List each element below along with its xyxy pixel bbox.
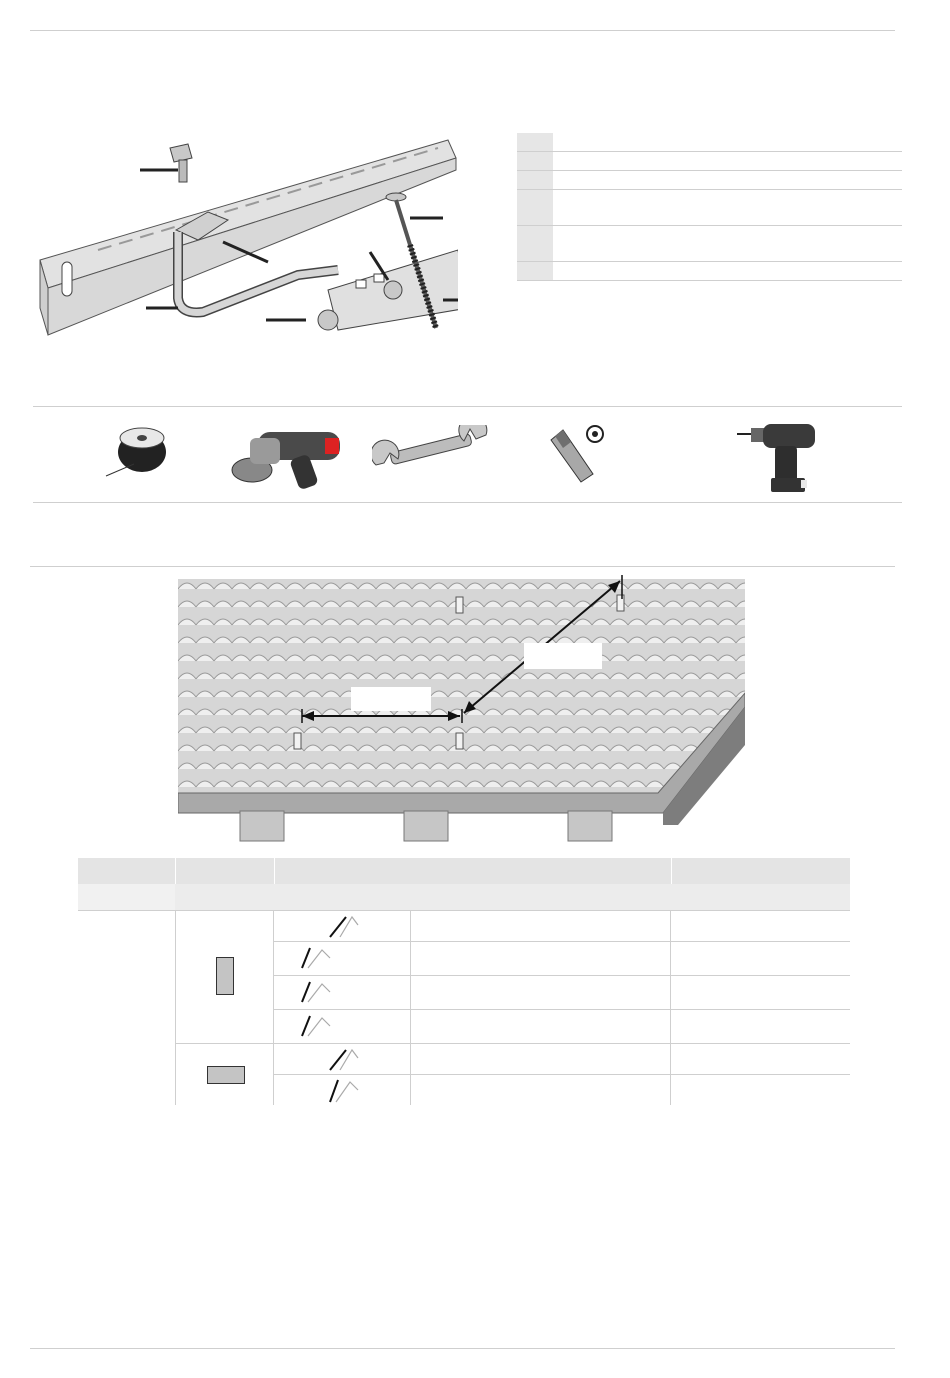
cord-reel-icon xyxy=(104,420,174,480)
header-cell xyxy=(176,858,275,884)
torx-bit-icon xyxy=(545,422,607,484)
roof-pitch-icon xyxy=(300,978,332,1004)
table-row-line xyxy=(78,910,850,911)
component-description xyxy=(553,190,902,225)
table-divider xyxy=(273,910,274,1105)
component-number xyxy=(517,226,553,261)
component-row xyxy=(517,152,902,171)
component-description xyxy=(553,133,902,151)
header-cell xyxy=(672,858,850,884)
bottom-rule xyxy=(30,1348,895,1349)
table-divider xyxy=(670,910,671,1105)
table-divider xyxy=(410,910,411,1105)
tools-top-rule xyxy=(33,406,902,407)
roof-pitch-icon xyxy=(328,1046,360,1072)
component-number xyxy=(517,190,553,225)
open-end-wrench-icon xyxy=(372,425,490,475)
roof-layout-illustration xyxy=(178,575,745,845)
component-description xyxy=(553,226,902,261)
component-number xyxy=(517,171,553,189)
component-description xyxy=(553,262,902,280)
table-row-line xyxy=(273,1074,850,1075)
table-divider xyxy=(175,910,176,1105)
vertical-rail-icon xyxy=(216,957,234,995)
component-number xyxy=(517,152,553,170)
roof-hook-assembly-illustration xyxy=(38,130,458,350)
section-rule xyxy=(30,566,895,567)
component-row xyxy=(517,171,902,190)
component-row xyxy=(517,190,902,226)
component-number xyxy=(517,133,553,151)
spacing-table-subheader-cell xyxy=(175,884,850,910)
roof-pitch-icon xyxy=(300,944,332,970)
header-cell xyxy=(78,858,176,884)
component-row xyxy=(517,133,902,152)
component-description xyxy=(553,152,902,170)
table-row-line xyxy=(273,975,850,976)
roof-pitch-icon xyxy=(328,1076,360,1104)
angle-grinder-icon xyxy=(230,420,345,490)
top-rule xyxy=(30,30,895,31)
component-description xyxy=(553,171,902,189)
table-row-line xyxy=(273,941,850,942)
horizontal-rail-icon xyxy=(207,1066,245,1084)
header-cell xyxy=(275,858,672,884)
table-row-line xyxy=(175,1043,850,1044)
table-row-line xyxy=(273,1009,850,1010)
tools-bottom-rule xyxy=(33,502,902,503)
component-number xyxy=(517,262,553,280)
cordless-drill-icon xyxy=(735,420,820,495)
spacing-table-header xyxy=(78,858,850,884)
component-table xyxy=(517,133,902,281)
component-row xyxy=(517,262,902,281)
roof-pitch-icon xyxy=(328,913,360,939)
roof-pitch-icon xyxy=(300,1012,332,1038)
component-row xyxy=(517,226,902,262)
